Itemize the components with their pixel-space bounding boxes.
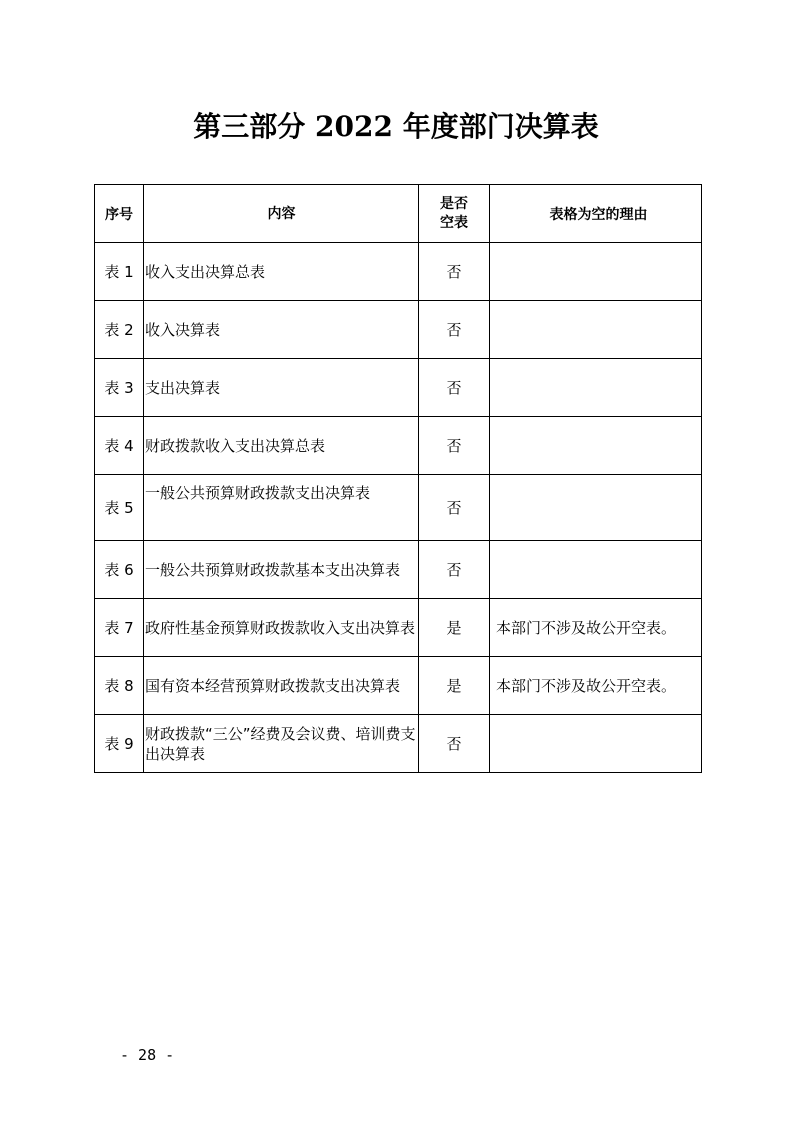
row-reason <box>490 417 702 475</box>
header-reason: 表格为空的理由 <box>490 185 702 243</box>
row-reason <box>490 359 702 417</box>
row-content: 财政拨款“三公”经费及会议费、培训费支出决算表 <box>144 715 419 773</box>
row-reason <box>490 243 702 301</box>
row-content: 政府性基金预算财政拨款收入支出决算表 <box>144 599 419 657</box>
row-index: 表 7 <box>95 599 144 657</box>
row-is-empty: 否 <box>419 475 490 541</box>
table-row <box>95 715 702 773</box>
row-index: 表 5 <box>95 475 144 541</box>
row-content: 国有资本经营预算财政拨款支出决算表 <box>144 657 419 715</box>
table-row <box>95 475 702 541</box>
table-row <box>95 541 702 599</box>
header-is-empty <box>419 185 490 243</box>
table-row <box>95 417 702 475</box>
table-row <box>95 243 702 301</box>
table-row <box>95 657 702 715</box>
row-is-empty: 否 <box>419 243 490 301</box>
header-content: 内容 <box>144 185 419 243</box>
table-row <box>95 301 702 359</box>
report-index-table <box>94 184 702 773</box>
page-title: 第三部分 2022 年度部门决算表 <box>193 110 599 143</box>
row-index: 表 2 <box>95 301 144 359</box>
row-is-empty: 否 <box>419 417 490 475</box>
row-is-empty: 否 <box>419 301 490 359</box>
row-reason <box>490 541 702 599</box>
row-reason <box>490 301 702 359</box>
row-reason: 本部门不涉及故公开空表。 <box>490 599 702 657</box>
table-row <box>95 359 702 417</box>
table-header-row <box>95 185 702 243</box>
row-content: 一般公共预算财政拨款基本支出决算表 <box>144 541 419 599</box>
table-row <box>95 599 702 657</box>
header-is-empty-line1: 是否 <box>440 195 468 212</box>
row-is-empty: 否 <box>419 541 490 599</box>
row-index: 表 4 <box>95 417 144 475</box>
row-is-empty: 是 <box>419 657 490 715</box>
header-is-empty-line2: 空表 <box>440 214 468 231</box>
row-content: 财政拨款收入支出决算总表 <box>144 417 419 475</box>
row-is-empty: 否 <box>419 715 490 773</box>
row-index: 表 3 <box>95 359 144 417</box>
row-is-empty: 是 <box>419 599 490 657</box>
row-index: 表 6 <box>95 541 144 599</box>
row-reason <box>490 475 702 541</box>
row-content: 收入支出决算总表 <box>144 243 419 301</box>
header-index: 序号 <box>95 185 144 243</box>
row-index: 表 1 <box>95 243 144 301</box>
row-content: 一般公共预算财政拨款支出决算表 <box>144 475 419 541</box>
row-is-empty: 否 <box>419 359 490 417</box>
row-content: 收入决算表 <box>144 301 419 359</box>
page-number: - 28 - <box>120 1046 175 1064</box>
row-index: 表 9 <box>95 715 144 773</box>
row-reason: 本部门不涉及故公开空表。 <box>490 657 702 715</box>
row-content: 支出决算表 <box>144 359 419 417</box>
row-reason <box>490 715 702 773</box>
row-index: 表 8 <box>95 657 144 715</box>
